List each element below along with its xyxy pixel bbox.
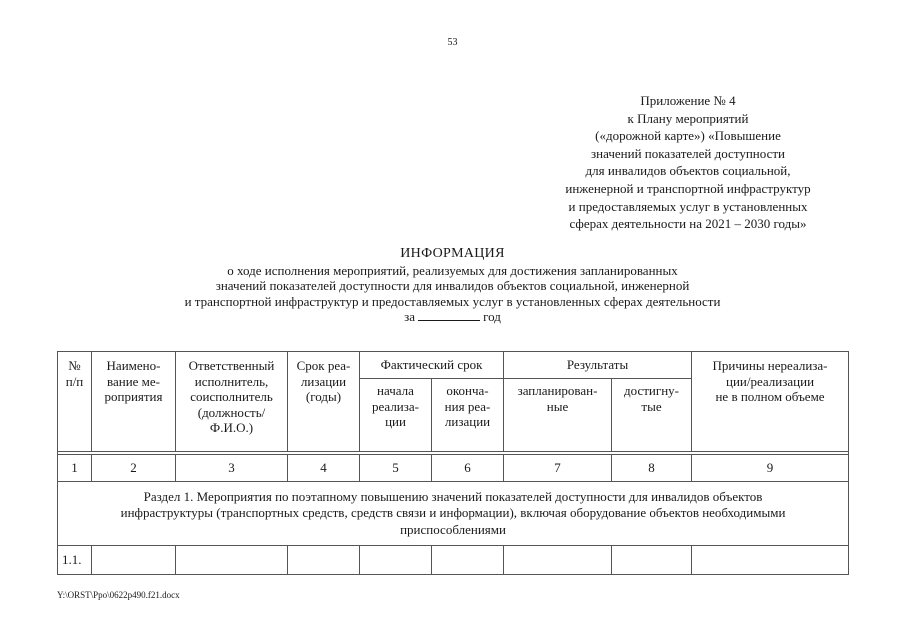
appendix-line: к Плану мероприятий	[627, 110, 749, 126]
header-actual-start: начала реализа- ции	[360, 379, 432, 452]
column-number: 9	[692, 455, 849, 482]
page-number: 53	[447, 37, 458, 48]
column-number: 1	[58, 455, 92, 482]
file-path-footer: Y:\ORST\Ppo\0622p490.f21.docx	[57, 590, 180, 600]
period-suffix: год	[483, 309, 501, 324]
appendix-header	[528, 92, 848, 233]
title-line: о ходе исполнения мероприятий, реализуемых для достижения запланированных	[227, 262, 678, 278]
header-num: № п/п	[58, 352, 92, 452]
table-row	[58, 546, 849, 575]
period-line	[0, 309, 905, 325]
appendix-line: инженерной и транспортной инфраструктур	[565, 180, 811, 196]
row-number: 1.1.	[58, 546, 92, 575]
appendix-line: для инвалидов объектов социальной,	[585, 163, 791, 179]
header-actual-term: Фактический срок	[360, 352, 504, 379]
title-line: значений показателей доступности для инвалидов объектов социальной, инженерной	[215, 278, 690, 293]
table-cell[interactable]	[692, 546, 849, 575]
column-number: 7	[504, 455, 612, 482]
section-heading: Раздел 1. Мероприятия по поэтапному повышению значений показателей доступности для инвалидов объектов инфраструктуры (транспортных средств, средств связи и информации), включая оборудование объектов необходимыми приспособлениями	[58, 482, 849, 546]
table-cell[interactable]	[612, 546, 692, 575]
header-results: Результаты	[504, 352, 692, 379]
document-title: ИНФОРМАЦИЯ	[400, 246, 505, 261]
table-cell[interactable]	[504, 546, 612, 575]
header-term: Срок реа- лизации (годы)	[288, 352, 360, 452]
column-number: 6	[432, 455, 504, 482]
report-table	[57, 351, 849, 575]
table-cell[interactable]	[92, 546, 176, 575]
table-cell[interactable]	[360, 546, 432, 575]
table-cell[interactable]	[432, 546, 504, 575]
appendix-line: значений показателей доступности	[591, 145, 785, 161]
period-prefix: за	[404, 309, 416, 324]
header-responsible: Ответственный исполнитель, соисполнитель (должность/ Ф.И.О.)	[176, 352, 288, 452]
header-name: Наимено- вание ме- роприятия	[92, 352, 176, 452]
information-heading	[0, 246, 905, 325]
header-planned: запланирован- ные	[504, 379, 612, 452]
column-number: 4	[288, 455, 360, 482]
title-line: и транспортной инфраструктур и предоставляемых услуг в установленных сферах деятельности	[184, 293, 721, 309]
appendix-line: («дорожной карте») «Повышение	[595, 128, 781, 144]
header-achieved: достигну- тые	[612, 379, 692, 452]
column-number: 8	[612, 455, 692, 482]
appendix-line: и предоставляемых услуг в установленных	[568, 198, 808, 214]
header-reasons: Причины нереализа- ции/реализации не в полном объеме	[692, 352, 849, 452]
header-actual-end: оконча- ния реа- лизации	[432, 379, 504, 452]
table-cell[interactable]	[288, 546, 360, 575]
column-number: 5	[360, 455, 432, 482]
table-cell[interactable]	[176, 546, 288, 575]
appendix-line: Приложение № 4	[640, 93, 736, 108]
column-number: 3	[176, 455, 288, 482]
appendix-line: сферах деятельности на 2021 – 2030 годы»	[569, 216, 807, 232]
column-number: 2	[92, 455, 176, 482]
year-blank-field[interactable]	[418, 309, 480, 321]
